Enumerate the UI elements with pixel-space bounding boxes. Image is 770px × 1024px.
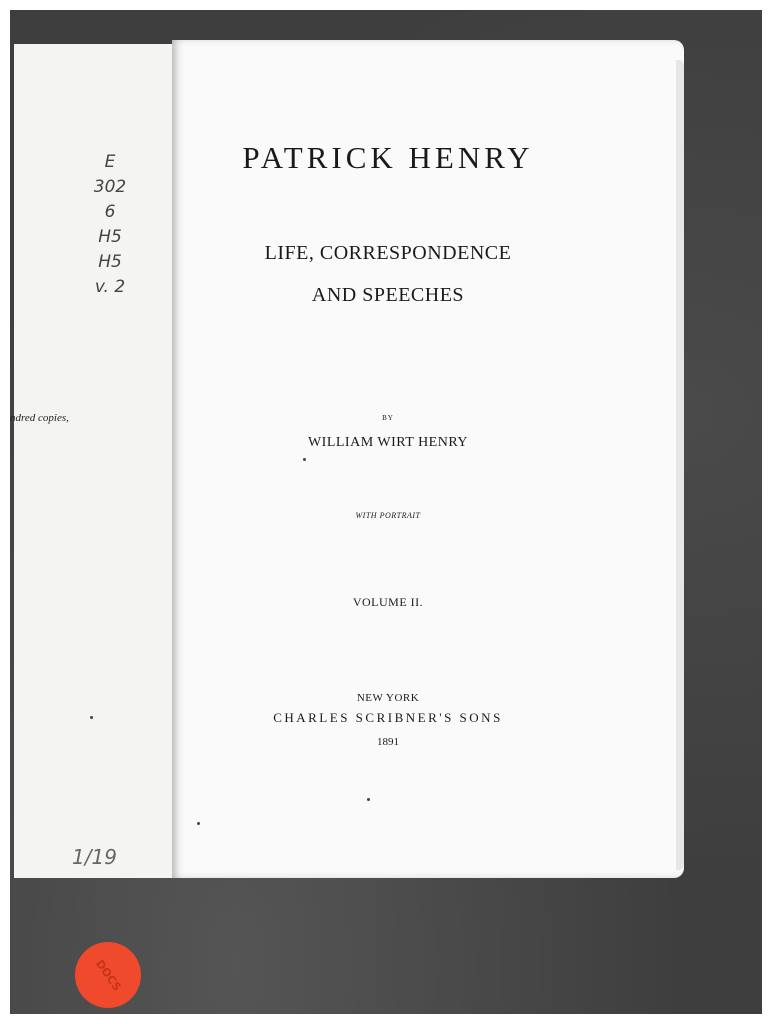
call-number-line: H5 [98, 252, 122, 272]
page-edge [676, 60, 684, 870]
portrait-note: WITH PORTRAIT [355, 511, 421, 520]
scan-speck [303, 458, 306, 461]
subtitle-line-1: LIFE, CORRESPONDENCE [264, 242, 512, 264]
author-name: WILLIAM WIRT HENRY [307, 435, 469, 450]
call-number-line: H5 [98, 227, 122, 247]
publisher-city: NEW YORK [356, 692, 420, 704]
call-number-line: E [104, 152, 116, 172]
edition-note: ndred copies, [10, 412, 69, 424]
library-sticker [75, 942, 141, 1008]
call-number-handwriting [70, 150, 150, 300]
volume-label: VOLUME II. [352, 595, 424, 609]
book-title: PATRICK HENRY [242, 140, 534, 175]
scan-speck [367, 798, 370, 801]
by-label: BY [382, 414, 394, 422]
call-number-line: 6 [104, 202, 116, 222]
sticker-text: DOCS [92, 957, 124, 993]
publication-year: 1891 [377, 736, 399, 748]
call-number-line: 302 [93, 177, 127, 197]
call-number-line: v. 2 [94, 277, 126, 297]
publisher-name: CHARLES SCRIBNER'S SONS [273, 710, 503, 725]
subtitle-line-2: AND SPEECHES [311, 284, 465, 306]
scan-speck [90, 716, 93, 719]
scan-speck [197, 822, 200, 825]
handwritten-mark: 1/19 [72, 845, 117, 869]
